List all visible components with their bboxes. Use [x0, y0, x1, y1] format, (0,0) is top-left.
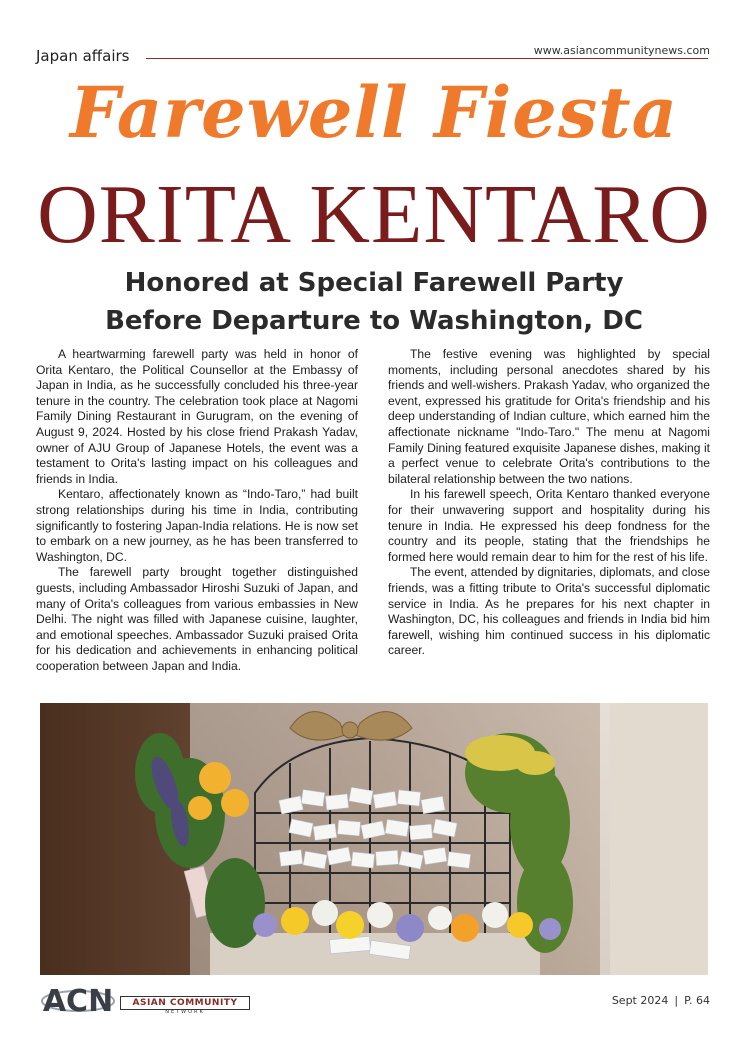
event-photo: [40, 703, 708, 975]
footer-separator: |: [674, 994, 679, 1007]
page-number: P. 64: [684, 994, 710, 1007]
header-rule: [146, 58, 708, 59]
paragraph: In his farewell speech, Orita Kentaro thanked everyone for their unwavering support and hospitality during his tenure in India. He expressed his deep fondness for the country and its people, stating that the friendships he formed here would remain dear to him for the rest of his life.: [388, 487, 710, 564]
name-title: ORITA KENTARO: [37, 168, 711, 261]
article-column-left: [36, 347, 358, 699]
logo-mark-text: ACN: [42, 984, 114, 1015]
script-title: Farewell Fiesta: [70, 71, 678, 154]
paragraph: The event, attended by dignitaries, diplomats, and close friends, was a fitting tribute to Orita's successful diplomatic service in India. As he prepares for his next chapter in Washington, DC, his colleagues and friends in India bid him farewell, wishing him continued success in his diplomatic career.: [388, 565, 710, 658]
logo-name: ASIAN COMMUNITY: [120, 996, 250, 1010]
paragraph: The festive evening was highlighted by special moments, including personal anecdotes shared by his friends and well-wishers. Prakash Yadav, who organized the event, expressed his gratitude for Orita's friendship and his deep understanding of Indian culture, which earned him the affectionate nickname "Indo-Taro." The menu at Nagomi Family Dining featured exquisite Japanese dishes, making it a perfect venue to celebrate Orita's contributions to the bilateral relationship between the two nations.: [388, 347, 710, 486]
issue-date: Sept 2024: [611, 994, 669, 1007]
footer-date-page: [612, 994, 710, 1007]
website-url: www.asiancommunitynews.com: [533, 44, 710, 57]
section-label: Japan affairs: [36, 47, 130, 65]
article-columns: [36, 347, 710, 699]
article-column-right: [388, 347, 710, 699]
logo-subname: NETWORK: [165, 1009, 205, 1015]
photo-illustration: [40, 703, 708, 975]
footer-logo: [40, 983, 250, 1015]
subhead-line-1: Honored at Special Farewell Party: [124, 268, 624, 298]
paragraph: Kentaro, affectionately known as “Indo-Taro,” had built strong relationships during his time in India, contributing significantly to fostering Japan-India relations. He is now set to embark on a new journey, as he has been transferred to Washington, DC.: [36, 487, 358, 564]
subheadline: [0, 264, 748, 340]
paragraph: The farewell party brought together distinguished guests, including Ambassador Hiroshi Suzuki of Japan, and many of Orita's colleagues from various embassies in New Delhi. The night was filled with Japanese cuisine, laughter, and emotional speeches. Ambassador Suzuki praised Orita for his dedication and achievements in enhancing political cooperation between Japan and India.: [36, 565, 358, 673]
paragraph: A heartwarming farewell party was held in honor of Orita Kentaro, the Political Counsellor at the Embassy of Japan in India, as he successfully concluded his three-year tenure in the country. The celebration took place at Nagomi Family Dining Restaurant in Gurugram, on the evening of August 9, 2024. Hosted by his close friend Prakash Yadav, owner of AJU Group of Japanese Hotels, the event was a testament to Orita's lasting impact on his colleagues and friends in India.: [36, 347, 358, 486]
acn-logo-icon: [40, 983, 116, 1015]
subhead-line-2: Before Departure to Washington, DC: [105, 306, 643, 336]
